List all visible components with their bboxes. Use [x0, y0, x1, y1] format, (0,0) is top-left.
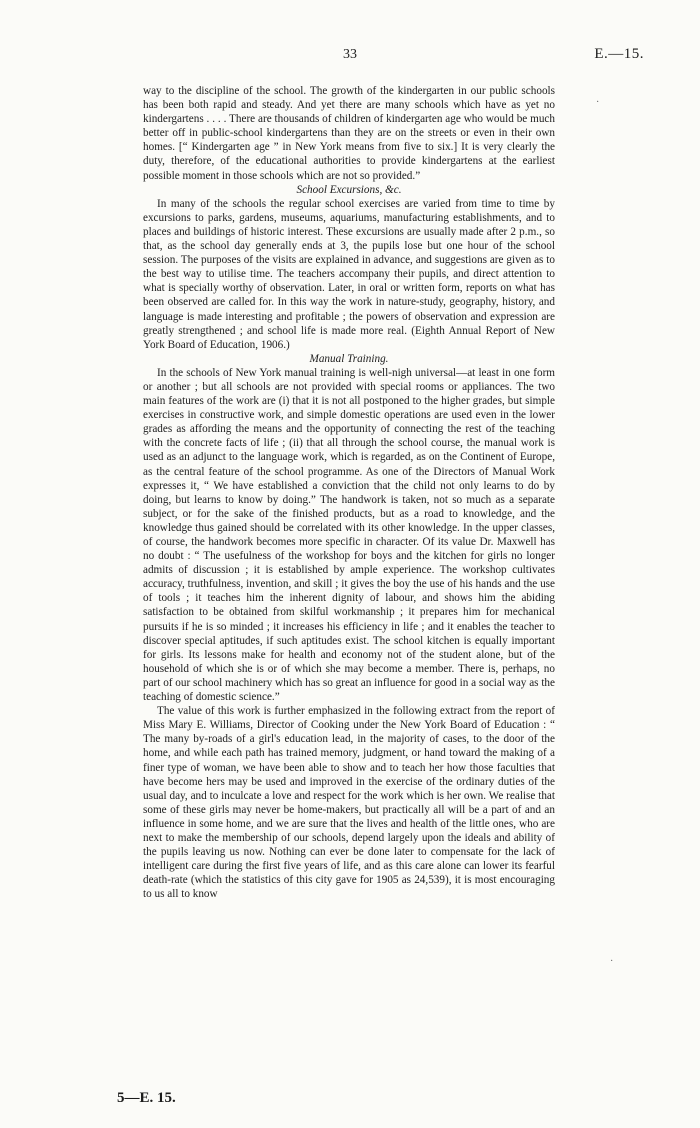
- paragraph-kindergarten: way to the discipline of the school. The growth of the kindergarten in our public schools has been both rapid and steady. And yet there are many schools which have as yet no kindergartens . . . . There are thousands of children of kindergarten age who would be much better off in public-school kindergartens than they are on the streets or even in their own homes. [“ Kindergarten age ” in New York means from five to six.] It is very clearly the duty, therefore, of the educational authorities to provide kindergartens at the earliest possible moment in those schools which are not so provided.”: [143, 85, 555, 182]
- paragraph-cooking-report: The value of this work is further emphasized in the following extract from the report of Miss Mary E. Williams, Director of Cooking under the New York Board of Education : “ The many by-roads of a girl's education lead, in the majority of cases, to the door of the home, and while each path has trained memory, judgment, or hand toward the making of a finer type of woman, we have been able to show and to teach her how those faculties that have become hers may be used and improved in the exercise of the ordinary duties of the usual day, and to inculcate a love and respect for the work which is her own. We realise that some of these girls may never be home-makers, but practically all will be a part of and an influence in some home, and we are sure that the lives and health of the little ones, who are next to make the membership of our schools, depend largely upon the ideals and ability of the pupils leaving us now. Nothing can ever be done later to compensate for the lack of intelligent care during the first five years of life, and as this care alone can lower its fearful death-rate (which the statistics of this city gave for 1905 as 24,539), it is most encouraging to us all to know: [143, 705, 555, 901]
- heading-manual-training: Manual Training.: [309, 352, 389, 365]
- page-number: 33: [343, 47, 357, 62]
- paragraph-school-excursions: In many of the schools the regular school exercises are varied from time to time by excursions to parks, gardens, museums, aquariums, manufacturing establishments, and to places and buildings of historic interest. These excursions are usually made after 2 p.m., so that, as the school day generally ends at 3, the pupils lose but one hour of the school session. The purposes of the visits are explained in advance, and suggestions are given as to the best way to utilise time. The teachers accompany their pupils, and direct attention to what is specially worthy of observation. Later, in oral or written form, reports on what has been observed are called for. In this way the work in nature-study, geography, history, and language is made interesting and profitable ; the powers of observation and expression are greatly strengthened ; and school life is made more real. (Eighth Annual Report of New York Board of Education, 1906.): [143, 197, 555, 351]
- document-reference: E.—15.: [594, 46, 644, 62]
- heading-school-excursions: School Excursions, &c.: [296, 183, 402, 196]
- body-text: [143, 84, 555, 901]
- margin-dot: ·: [610, 956, 614, 967]
- margin-dot: ·: [596, 97, 600, 108]
- footer-signature: 5—E. 15.: [117, 1090, 176, 1106]
- paragraph-manual-training: In the schools of New York manual training is well-nigh universal—at least in one form or another ; but all schools are not provided with special rooms or appliances. The two main features of the work are (i) that it is not all postponed to the higher grades, but simple exercises in constructive work, and simple domestic operations are used even in the lower grades as affording the means and the opportunity of connecting the rest of the teaching with the concrete facts of life ; (ii) that all through the school course, the manual work is used as an adjunct to the language work, which is regarded, as on the Continent of Europe, as the central feature of the school programme. As one of the Directors of Manual Work expresses it, “ We have established a conviction that the child not only learns to do by doing, but learns to know by doing.” The handwork is taken, not so much as a separate subject, or for the sake of the finished products, but as a road to knowledge, and the knowledge thus gained should be correlated with its other knowledge. In the upper classes, of course, the handwork becomes more specific in character. Of its value Dr. Maxwell has no doubt : “ The usefulness of the workshop for boys and the kitchen for girls no longer admits of discussion ; it is established by ample experience. The workshop cultivates accuracy, truthfulness, invention, and skill ; it gives the boy the use of his hands and the use of tools ; it teaches him the inherent dignity of labour, and shows him the abiding satisfaction to be obtained from skilful workmanship ; it prepares him for mechanical pursuits if he is so minded ; it increases his efficiency in life ; and it enables the teacher to discover special aptitudes, if such aptitudes exist. The school kitchen is equally important for girls. Its lessons make for health and economy not of the student alone, but of the household of which she is or of which she may become a member. There is, perhaps, no part of our school machinery which has so great an influence for good in a social way as the teaching of domestic science.”: [143, 366, 555, 704]
